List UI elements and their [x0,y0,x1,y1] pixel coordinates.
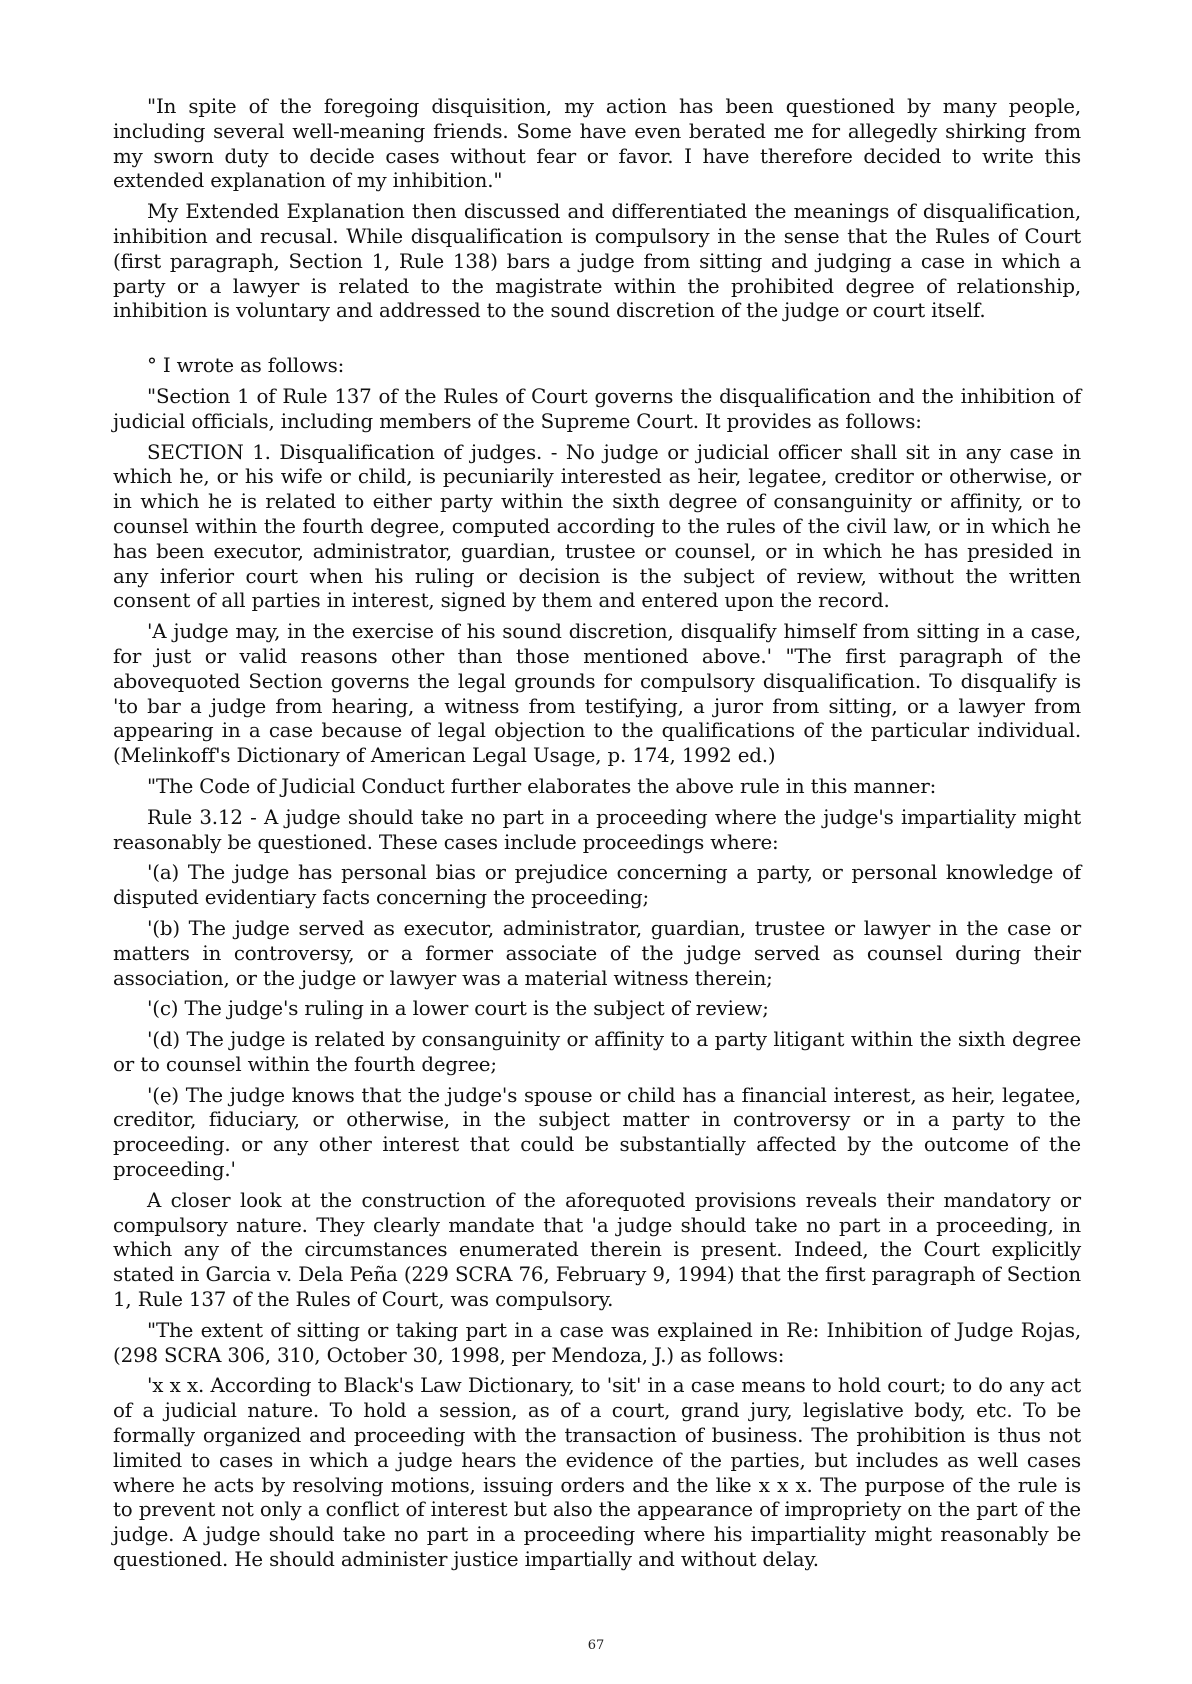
paragraph-closer-look: A closer look at the construction of the aforequoted provisions reveals their mandatory or compulsory nature. They clearly mandate that 'a judge should take no part in a proceeding, in which any of the circumstances enumerated therein is present. Indeed, the Court explicitly stated in Garcia v. Dela Peña (229 SCRA 76, February 9, 1994) that the first paragraph of Section 1, Rule 137 of the Rules of Court, was compulsory. [113,1188,1081,1312]
paragraph-item-b: '(b) The judge served as executor, administrator, guardian, trustee or lawyer in the case or matters in controversy, or a former associate of the judge served as counsel during their association, or the judge or lawyer was a material witness therein; [113,916,1081,990]
paragraph-footnote-intro: ° I wrote as follows: [147,354,345,378]
paragraph-item-c: '(c) The judge's ruling in a lower court is the subject of review; [147,997,769,1021]
paragraph-sound-discretion: 'A judge may, in the exercise of his sound discretion, disqualify himself from sitting in a case, for just or valid reasons other than those mentioned above.' "The first paragraph of the abovequoted Section governs the legal grounds for compulsory disqualification. To disqualify is 'to bar a judge from hearing, a witness from testifying, a juror from sitting, or a lawyer from appearing in a case because of legal objection to the qualifications of the particular individual. (Melinkoff's Dictionary of American Legal Usage, p. 174, 1992 ed.) [113,620,1081,768]
paragraph-section-1-rule-137: "Section 1 of Rule 137 of the Rules of Court governs the disqualification and the inhibition of judicial officials, including members of the Supreme Court. It provides as follows: [113,384,1081,433]
paragraph-rule-3-12: Rule 3.12 - A judge should take no part in a proceeding where the judge's impartiality might reasonably be questioned. These cases include proceedings where: [113,805,1081,854]
document-body [113,95,1081,1579]
paragraph-extent-of-sitting: "The extent of sitting or taking part in a case was explained in Re: Inhibition of Judge Rojas, (298 SCRA 306, 310, October 30, 1998, per Mendoza, J.) as follows: [113,1318,1081,1367]
paragraph-item-d: '(d) The judge is related by consanguinity or affinity to a party litigant within the sixth degree or to counsel within the fourth degree; [113,1028,1081,1076]
paragraph-quote-disquisition: "In spite of the foregoing disquisition, my action has been questioned by many people, including several well-meaning friends. Some have even berated me for allegedly shirking from my sworn duty to decide cases without fear or favor. I have therefore decided to write this extended explanation of my inhibition." [113,95,1081,193]
page-number: 67 [587,1638,605,1653]
paragraph-item-a: '(a) The judge has personal bias or prejudice concerning a party, or personal knowledge of disputed evidentiary facts concerning the proceeding; [113,861,1081,910]
paragraph-section-1-text: SECTION 1. Disqualification of judges. - No judge or judicial officer shall sit in any case in which he, or his wife or child, is pecuniarily interested as heir, legatee, creditor or otherwise, or in which he is related to either party within the sixth degree of consanguinity or affinity, or to counsel within the fourth degree, computed according to the rules of the civil law, or in which he has been executor, administrator, guardian, trustee or counsel, or in which he has presided in any inferior court when his ruling or decision is the subject of review, without the written consent of all parties in interest, signed by them and entered upon the record. [113,440,1081,613]
paragraph-code-of-judicial-conduct: "The Code of Judicial Conduct further elaborates the above rule in this manner: [147,774,937,798]
paragraph-extended-explanation: My Extended Explanation then discussed and differentiated the meanings of disqualification, inhibition and recusal. While disqualification is compulsory in the sense that the Rules of Court (first paragraph, Section 1, Rule 138) bars a judge from sitting and judging a case in which a party or a lawyer is related to the magistrate within the prohibited degree of relationship, inhibition is voluntary and addressed to the sound discretion of the judge or court itself. [113,200,1081,323]
paragraph-item-e: '(e) The judge knows that the judge's spouse or child has a financial interest, as heir, legatee, creditor, fiduciary, or otherwise, in the subject matter in controversy or in a party to the proceeding. or any other interest that could be substantially affected by the outcome of the proceeding.' [113,1083,1081,1182]
paragraph-blacks-law-dictionary: 'x x x. According to Black's Law Dictionary, to 'sit' in a case means to hold court; to do any act of a judicial nature. To hold a session, as of a court, grand jury, legislative body, etc. To be formally organized and proceeding with the transaction of business. The prohibition is thus not limited to cases in which a judge hears the evidence of the parties, but includes as well cases where he acts by resolving motions, issuing orders and the like x x x. The purpose of the rule is to prevent not only a conflict of interest but also the appearance of impropriety on the part of the judge. A judge should take no part in a proceeding where his impartiality might reasonably be questioned. He should administer justice impartially and without delay. [113,1374,1081,1572]
